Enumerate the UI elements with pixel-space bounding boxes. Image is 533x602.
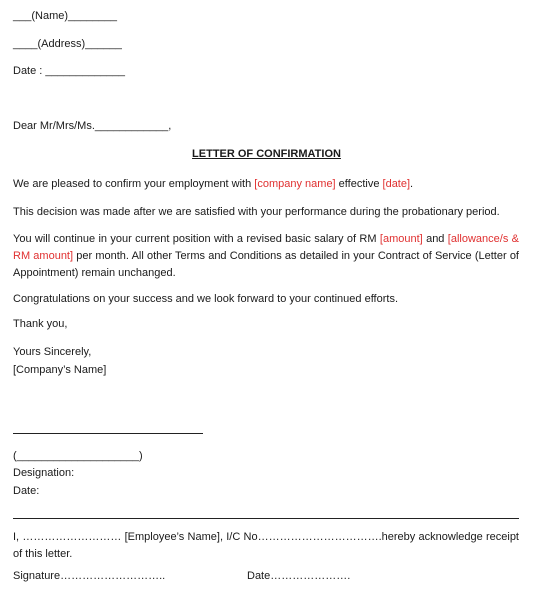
recipient-name-line: ___(Name)________ — [13, 10, 117, 22]
date-placeholder: [date] — [382, 178, 411, 190]
designation-label: Designation: — [13, 467, 75, 479]
paragraph-text: and — [422, 233, 448, 245]
signatory-name-bracket: (____________________) — [13, 450, 143, 462]
letter-title: LETTER OF CONFIRMATION — [192, 148, 341, 160]
paragraph-text: We are pleased to confirm your employment with — [13, 178, 255, 190]
paragraph-decision: This decision was made after we are satisfied with your performance during the probationary period. — [13, 206, 500, 218]
recipient-address-line: ____(Address)______ — [13, 38, 122, 50]
signatory-date-label: Date: — [13, 485, 40, 497]
paragraph-text: per month. All other Terms and Conditions as detailed in your Contract of Service (Letter of Appointment) remain unchanged. — [13, 250, 519, 279]
employee-date-line: Date…………………. — [247, 570, 351, 582]
signature-line — [13, 433, 203, 434]
allowance-placeholder: [allowance/s & RM amount] — [13, 233, 520, 262]
section-divider — [13, 518, 519, 519]
company-name-placeholder: [company name] — [254, 178, 336, 190]
amount-placeholder: [amount] — [379, 233, 423, 245]
employee-signature-line: Signature……………………….. — [13, 570, 166, 582]
closing-line: Yours Sincerely, — [13, 346, 92, 358]
paragraph-employment — [13, 176, 519, 193]
salutation: Dear Mr/Mrs/Ms.____________, — [13, 120, 172, 132]
paragraph-salary — [13, 231, 519, 282]
paragraph-text: effective — [335, 178, 383, 190]
letter-date-line: Date : _____________ — [13, 65, 125, 77]
company-name-line: [Company’s Name] — [13, 364, 107, 376]
paragraph-text: . — [410, 178, 414, 190]
thank-you-line: Thank you, — [13, 318, 68, 330]
paragraph-congratulations: Congratulations on your success and we look forward to your continued efforts. — [13, 293, 399, 305]
paragraph-text: You will continue in your current position with a revised basic salary of RM — [13, 233, 380, 245]
acknowledgement-text: I, ……………………… [Employee’s Name], I/C No…………………………….hereby acknowledge receipt of this letter. — [13, 531, 519, 560]
